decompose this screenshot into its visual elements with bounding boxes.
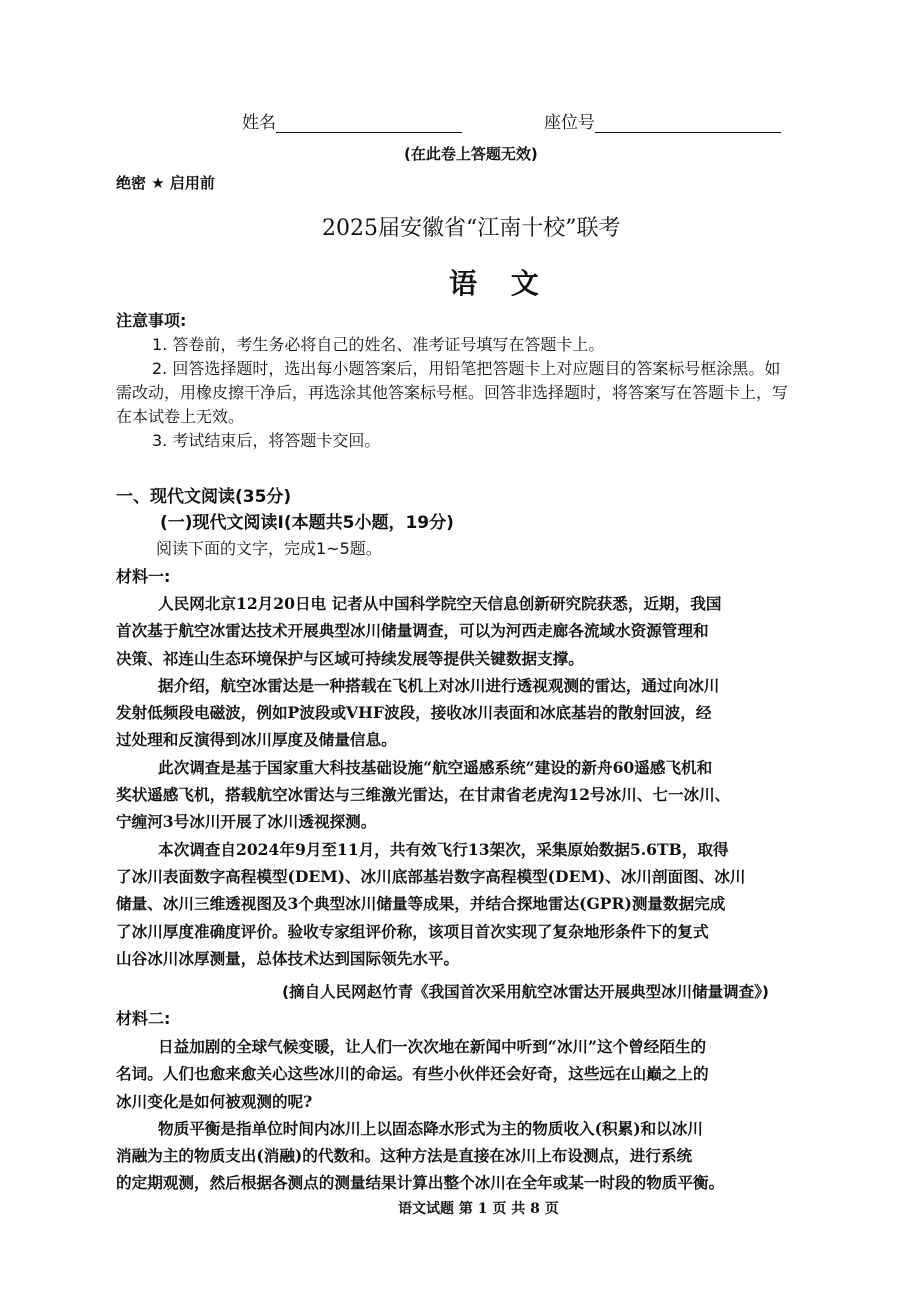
text-line: 人民网北京12月20日电 记者从中国科学院空天信息创新研究院获悉，近期，我国: [158, 594, 722, 613]
subsection-heading: (一)现代文阅读I(本题共5小题，19分): [160, 513, 454, 533]
exam-title: 2025届安徽省“江南十校”联考: [322, 216, 621, 241]
text-line: 此次调查是基于国家重大科技基础设施“航空遥感系统”建设的新舟60遥感飞机和: [158, 757, 713, 777]
seat-label: 座位号: [544, 113, 595, 133]
notice-item-1: 1. 答卷前，考生务必将自己的姓名、准考证号填写在答题卡上。: [152, 335, 605, 354]
seat-blank-line: [595, 114, 781, 133]
notice-heading: 注意事项:: [116, 311, 187, 330]
text-line: 山谷冰川冰厚测量，总体技术达到国际领先水平。: [116, 948, 460, 968]
notice-item-2-line-3: 在本试卷上无效。: [116, 407, 245, 426]
text-line: 决策、祁连山生态环境保护与区域可持续发展等提供关键数据支撑。: [116, 648, 584, 668]
text-line: 了冰川表面数字高程模型(DEM)、冰川底部基岩数字高程模型(DEM)、冰川剖面图、冰川: [116, 866, 746, 886]
text-line: 首次基于航空冰雷达技术开展典型冰川储量调查，可以为河西走廊各流域水资源管理和: [116, 621, 709, 641]
material-2-body: [116, 1033, 834, 1197]
text-line: 了冰川厚度准确度评价。验收专家组评价称，该项目首次实现了复杂地形条件下的复式: [116, 921, 709, 941]
text-line: 本次调查自2024年9月至11月，共有效飞行13架次，采集原始数据5.6TB，取得: [158, 839, 729, 859]
material-2-label: 材料二:: [116, 1009, 171, 1028]
text-line: 过处理和反演得到冰川厚度及储量信息。: [116, 730, 397, 750]
reading-instruction: 阅读下面的文字，完成1~5题。: [156, 539, 382, 558]
text-line: 奖状遥感飞机，搭载航空冰雷达与三维激光雷达，在甘肃省老虎沟12号冰川、七一冰川、: [116, 785, 731, 805]
name-label: 姓名: [242, 113, 276, 133]
text-line: 的定期观测，然后根据各测点的测量结果计算出整个冰川在全年或某一时段的物质平衡。: [116, 1173, 725, 1193]
name-field[interactable]: [242, 108, 462, 133]
notice-item-3: 3. 考试结束后，将答题卡交回。: [152, 431, 381, 450]
text-line: 物质平衡是指单位时间内冰川上以固态降水形式为主的物质收入(积累)和以冰川: [158, 1118, 703, 1138]
text-line: 名词。人们也愈来愈关心这些冰川的命运。有些小伙伴还会好奇，这些远在山巅之上的: [116, 1064, 709, 1084]
notice-item-2-line-1: 2. 回答选择题时，选出每小题答案后，用铅笔把答题卡上对应题目的答案标号框涂黑。如: [152, 359, 781, 378]
text-line: 冰川变化是如何被观测的呢?: [116, 1091, 313, 1111]
text-line: 消融为主的物质支出(消融)的代数和。这种方法是直接在冰川上布设测点，进行系统: [116, 1146, 693, 1166]
secret-label: 绝密 ★ 启用前: [116, 174, 215, 192]
material-1-label: 材料一:: [116, 567, 171, 586]
notice-item-2-line-2: 需改动，用橡皮擦干净后，再选涂其他答案标号框。回答非选择题时，将答案写在答题卡上，写: [116, 383, 789, 402]
invalid-note: (在此卷上答题无效): [404, 145, 538, 163]
text-line: 储量、冰川三维透视图及3个典型冰川储量等成果，并结合探地雷达(GPR)测量数据完成: [116, 894, 726, 914]
text-line: 据介绍，航空冰雷达是一种搭载在飞机上对冰川进行透视观测的雷达，通过向冰川: [158, 675, 720, 695]
text-line: 发射低频段电磁波，例如P波段或VHF波段，接收冰川表面和冰底基岩的散射回波，经: [116, 703, 712, 723]
page-footer: 语文试题 第 1 页 共 8 页: [398, 1201, 559, 1217]
material-1-body: [116, 590, 834, 972]
text-line: 日益加剧的全球气候变暖，让人们一次次地在新闻中听到“冰川”这个曾经陌生的: [158, 1037, 707, 1056]
text-line: 宁缠河3号冰川开展了冰川透视探测。: [116, 812, 377, 832]
section-heading: 一、现代文阅读(35分): [116, 487, 292, 507]
name-blank-line: [276, 114, 462, 133]
seat-field[interactable]: [544, 108, 781, 133]
subject-title: 语 文: [449, 267, 551, 300]
material-1-source: (摘自人民网赵竹青《我国首次采用航空冰雷达开展典型冰川储量调查》): [282, 983, 769, 1001]
